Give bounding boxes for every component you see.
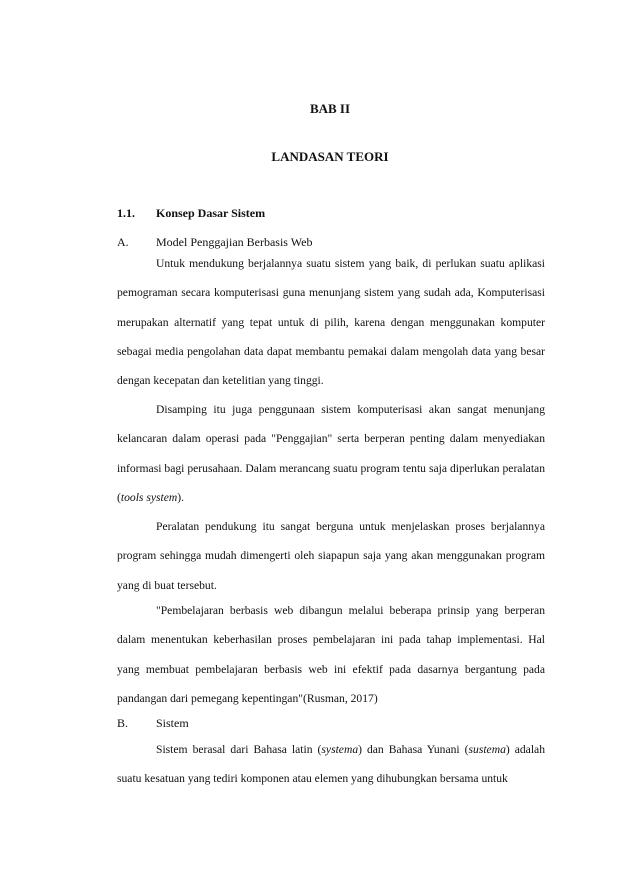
paragraph-1-text: Untuk mendukung berjalannya suatu sistem yang baik, di perlukan suatu aplikasi pemograman secara komputerisasi guna menunjang sistem yang sudah ada, Komputerisasi merupakan alternatif yang tepat untuk di pilih, karena dengan menggunakan komputer sebagai media pengolahan data dapat membantu pemakai dalam mengolah data yang besar dengan kecepatan dan ketelitian yang tinggi. [117,257,545,388]
paragraph-5-text-3: ) adalah suatu kesatuan yang tediri komponen atau elemen yang dihubungkan bersama untuk [117,743,545,786]
paragraph-5 [117,735,545,794]
paragraph-2-italic: tools system [120,490,178,504]
paragraph-2-text: Disamping itu juga penggunaan sistem komputerisasi akan sangat menunjang kelancaran dalam operasi pada "Penggajian" serta berperan penting dalam menyediakan informasi bagi perusahaan. Dalam merancang suatu program tentu saja diperlukan peralatan ( [117,403,545,504]
paragraph-2-end: ). [177,490,184,504]
subsection-b-letter: B. [117,716,129,730]
paragraph-5-italic-2: sustema [468,743,506,756]
paragraph-3 [117,512,545,600]
chapter-title: LANDASAN TEORI [271,149,389,164]
paragraph-5-text-1: Sistem berasal dari Bahasa latin ( [156,743,322,756]
paragraph-2 [117,395,545,512]
paragraph-4-text: "Pembelajaran berbasis web dibangun melalui beberapa prinsip yang berperan dalam menentukan keberhasilan proses pembelajaran ini pada tahap implementasi. Hal yang membuat pembelajaran berbasis web ini efektif pada dasarnya bergantung pada pandangan dari pemegang kepentingan"(Rusman, 2017) [117,604,545,705]
paragraph-3-text: Peralatan pendukung itu sangat berguna untuk menjelaskan proses berjalannya program sehingga mudah dimengerti oleh siapapun saja yang akan menggunakan program yang di buat tersebut. [117,520,545,592]
paragraph-1 [117,249,545,395]
section-title: Konsep Dasar Sistem [156,206,266,220]
paragraph-5-text-2: ) dan Bahasa Yunani ( [358,743,469,756]
paragraph-5-italic-1: systema [321,743,359,756]
subsection-a-title: Model Penggajian Berbasis Web [156,235,313,249]
chapter-heading: BAB II [309,101,351,116]
subsection-a-letter: A. [117,235,129,249]
subsection-b-title: Sistem [156,716,189,730]
section-number: 1.1. [117,206,135,220]
paragraph-4 [117,596,545,713]
